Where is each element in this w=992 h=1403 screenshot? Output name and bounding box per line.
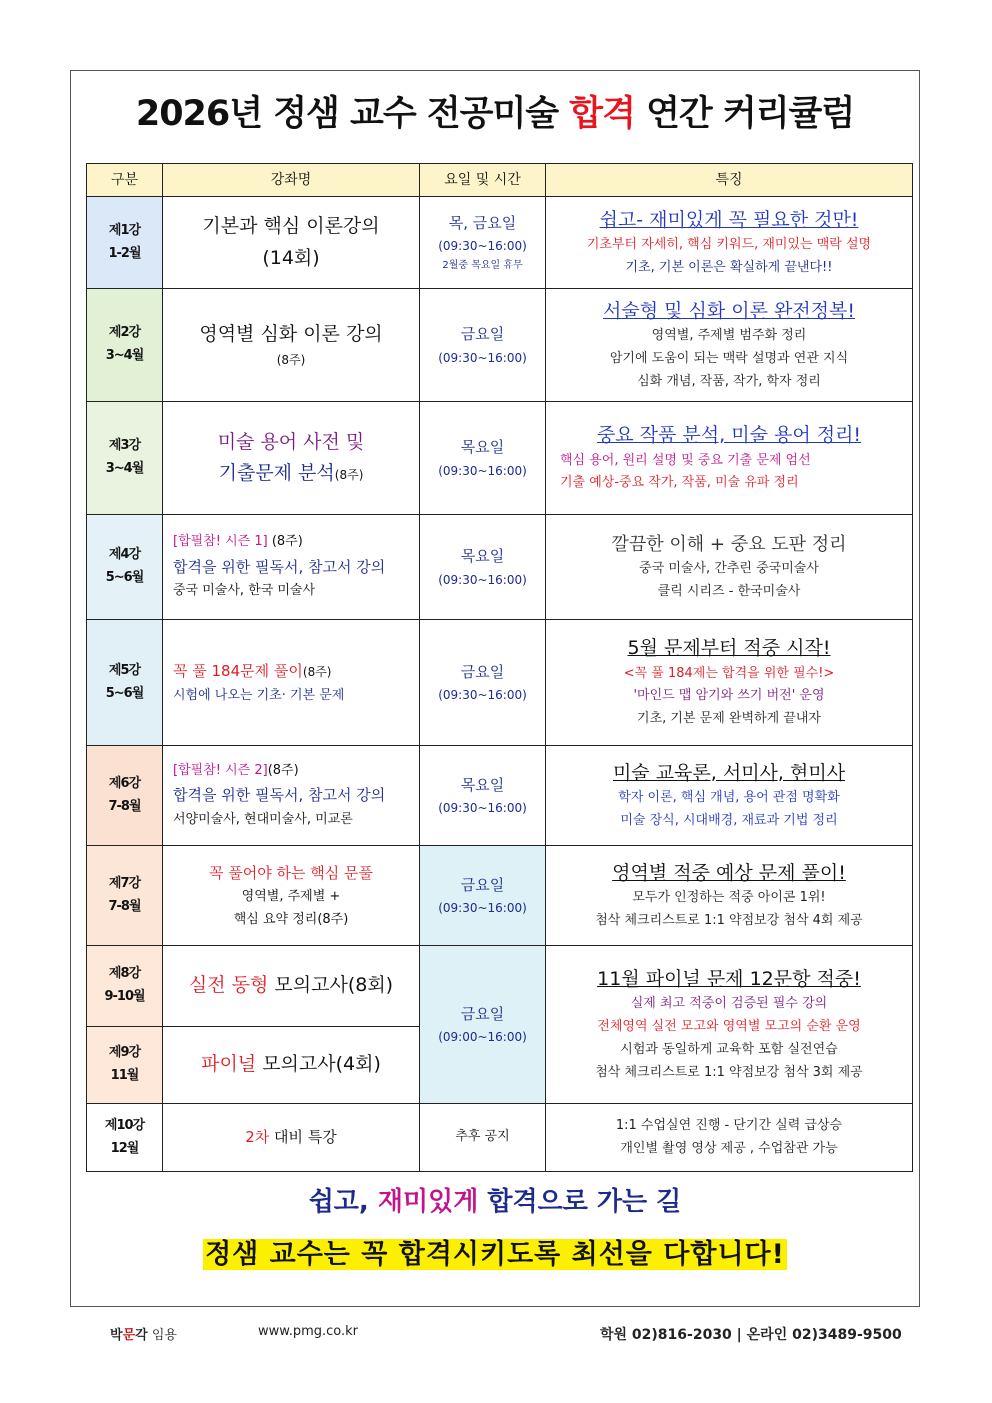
course-cell: 기본과 핵심 이론강의 (14회) xyxy=(163,197,420,289)
header-features: 특징 xyxy=(546,164,913,197)
features-cell: 깔끔한 이해 + 중요 도판 정리 중국 미술사, 간추린 중국미술사 클릭 시리즈 - 한국미술사 xyxy=(546,515,913,620)
schedule-cell: 목요일 (09:30~16:00) xyxy=(420,746,546,846)
table-row xyxy=(87,846,913,946)
course-cell: [합필참! 시즌 1] (8주) 합격을 위한 필독서, 참고서 강의 중국 미술사, 한국 미술사 xyxy=(163,515,420,620)
features-cell: 쉽고- 재미있게 꼭 필요한 것만! 기초부터 자세히, 핵심 키워드, 재미있는 맥락 설명 기초, 기본 이론은 확실하게 끝낸다!! xyxy=(546,197,913,289)
features-cell: 1:1 수업실연 진행 - 단기간 실력 급상승 개인별 촬영 영상 제공 , 수업참관 가능 xyxy=(546,1104,913,1172)
features-cell: 중요 작품 분석, 미술 용어 정리! 핵심 용어, 원리 설명 및 중요 기출 문제 엄선 기출 예상-중요 작가, 작품, 미술 유파 정리 xyxy=(546,402,913,515)
schedule-cell: 금요일 (09:30~16:00) xyxy=(420,620,546,746)
features-cell: 5월 문제부터 적중 시작! <꼭 풀 184제는 합격을 위한 필수!> '마인드 맵 암기와 쓰기 버전' 운영 기초, 기본 문제 완벽하게 끝내자 xyxy=(546,620,913,746)
features-cell: 미술 교육론, 서미사, 현미사 학자 이론, 핵심 개념, 용어 관점 명확화 미술 장식, 시대배경, 재료과 기법 정리 xyxy=(546,746,913,846)
segment-cell: 제8강 9-10월 xyxy=(87,946,163,1027)
header-course: 강좌명 xyxy=(163,164,420,197)
course-cell: 미술 용어 사전 및 기출문제 분석(8주) xyxy=(163,402,420,515)
schedule-cell: 추후 공지 xyxy=(420,1104,546,1172)
schedule-cell: 목, 금요일 (09:30~16:00) 2월중 목요일 휴무 xyxy=(420,197,546,289)
table-row xyxy=(87,515,913,620)
segment-cell: 제2강 3~4월 xyxy=(87,289,163,402)
features-cell: 서술형 및 심화 이론 완전정복! 영역별, 주제별 범주화 정리 암기에 도움이 되는 맥락 설명과 연관 지식 심화 개념, 작품, 작가, 학자 정리 xyxy=(546,289,913,402)
footer-promise: 정샘 교수는 꼭 합격시키도록 최선을 다합니다! xyxy=(205,1239,785,1270)
header-schedule: 요일 및 시간 xyxy=(420,164,546,197)
segment-cell: 제3강 3~4월 xyxy=(87,402,163,515)
segment-cell: 제9강 11월 xyxy=(87,1027,163,1104)
segment-cell: 제1강 1-2월 xyxy=(87,197,163,289)
features-cell: 11월 파이널 문제 12문항 적중! 실제 최고 적중이 검증된 필수 강의 전체영역 실전 모고와 영역별 모고의 순환 운영 시험과 동일하게 교육학 포함 실전연습 첨삭 체크리스트로 1:1 약점보강 첨삭 3회 제공 xyxy=(546,946,913,1104)
features-cell: 영역별 적중 예상 문제 풀이! 모두가 인정하는 적중 아이콘 1위! 첨삭 체크리스트로 1:1 약점보강 첨삭 4회 제공 xyxy=(546,846,913,946)
segment-cell: 제7강 7-8월 xyxy=(87,846,163,946)
schedule-cell: 목요일 (09:30~16:00) xyxy=(420,402,546,515)
table-header-row xyxy=(87,164,913,197)
segment-cell: 제10강 12월 xyxy=(87,1104,163,1172)
segment-cell: 제5강 5~6월 xyxy=(87,620,163,746)
segment-cell: 제6강 7-8월 xyxy=(87,746,163,846)
segment-cell: 제4강 5~6월 xyxy=(87,515,163,620)
course-cell: 꼭 풀 184문제 풀이(8주) 시험에 나오는 기초· 기본 문제 xyxy=(163,620,420,746)
schedule-cell: 금요일 (09:00~16:00) xyxy=(420,946,546,1104)
table-row xyxy=(87,620,913,746)
table-row xyxy=(87,197,913,289)
course-cell: 실전 동형 모의고사(8회) xyxy=(163,946,420,1027)
website-url[interactable]: www.pmg.co.kr xyxy=(258,1324,359,1339)
schedule-cell: 금요일 (09:30~16:00) xyxy=(420,846,546,946)
page-title: 2026년 정샘 교수 전공미술 합격 연간 커리큘럼 xyxy=(135,94,855,134)
schedule-cell: 금요일 (09:30~16:00) xyxy=(420,289,546,402)
contact-phone: 학원 02)816-2030 | 온라인 02)3489-9500 xyxy=(600,1327,902,1343)
table-row xyxy=(87,946,913,1027)
course-cell: 영역별 심화 이론 강의 (8주) xyxy=(163,289,420,402)
publisher-logo: 박문각 임용 xyxy=(110,1328,177,1343)
course-cell: [합필참! 시즌 2](8주) 합격을 위한 필독서, 참고서 강의 서양미술사, 현대미술사, 미교론 xyxy=(163,746,420,846)
schedule-cell: 목요일 (09:30~16:00) xyxy=(420,515,546,620)
table-row xyxy=(87,289,913,402)
table-row xyxy=(87,402,913,515)
header-segment: 구분 xyxy=(87,164,163,197)
course-cell: 파이널 모의고사(4회) xyxy=(163,1027,420,1104)
footer-slogan: 쉽고, 재미있게 합격으로 가는 길 xyxy=(308,1187,682,1217)
table-row xyxy=(87,1104,913,1172)
course-cell: 꼭 풀어야 하는 핵심 문풀 영역별, 주제별 + 핵심 요약 정리(8주) xyxy=(163,846,420,946)
course-cell: 2차 대비 특강 xyxy=(163,1104,420,1172)
curriculum-table xyxy=(86,163,913,1172)
table-row xyxy=(87,746,913,846)
